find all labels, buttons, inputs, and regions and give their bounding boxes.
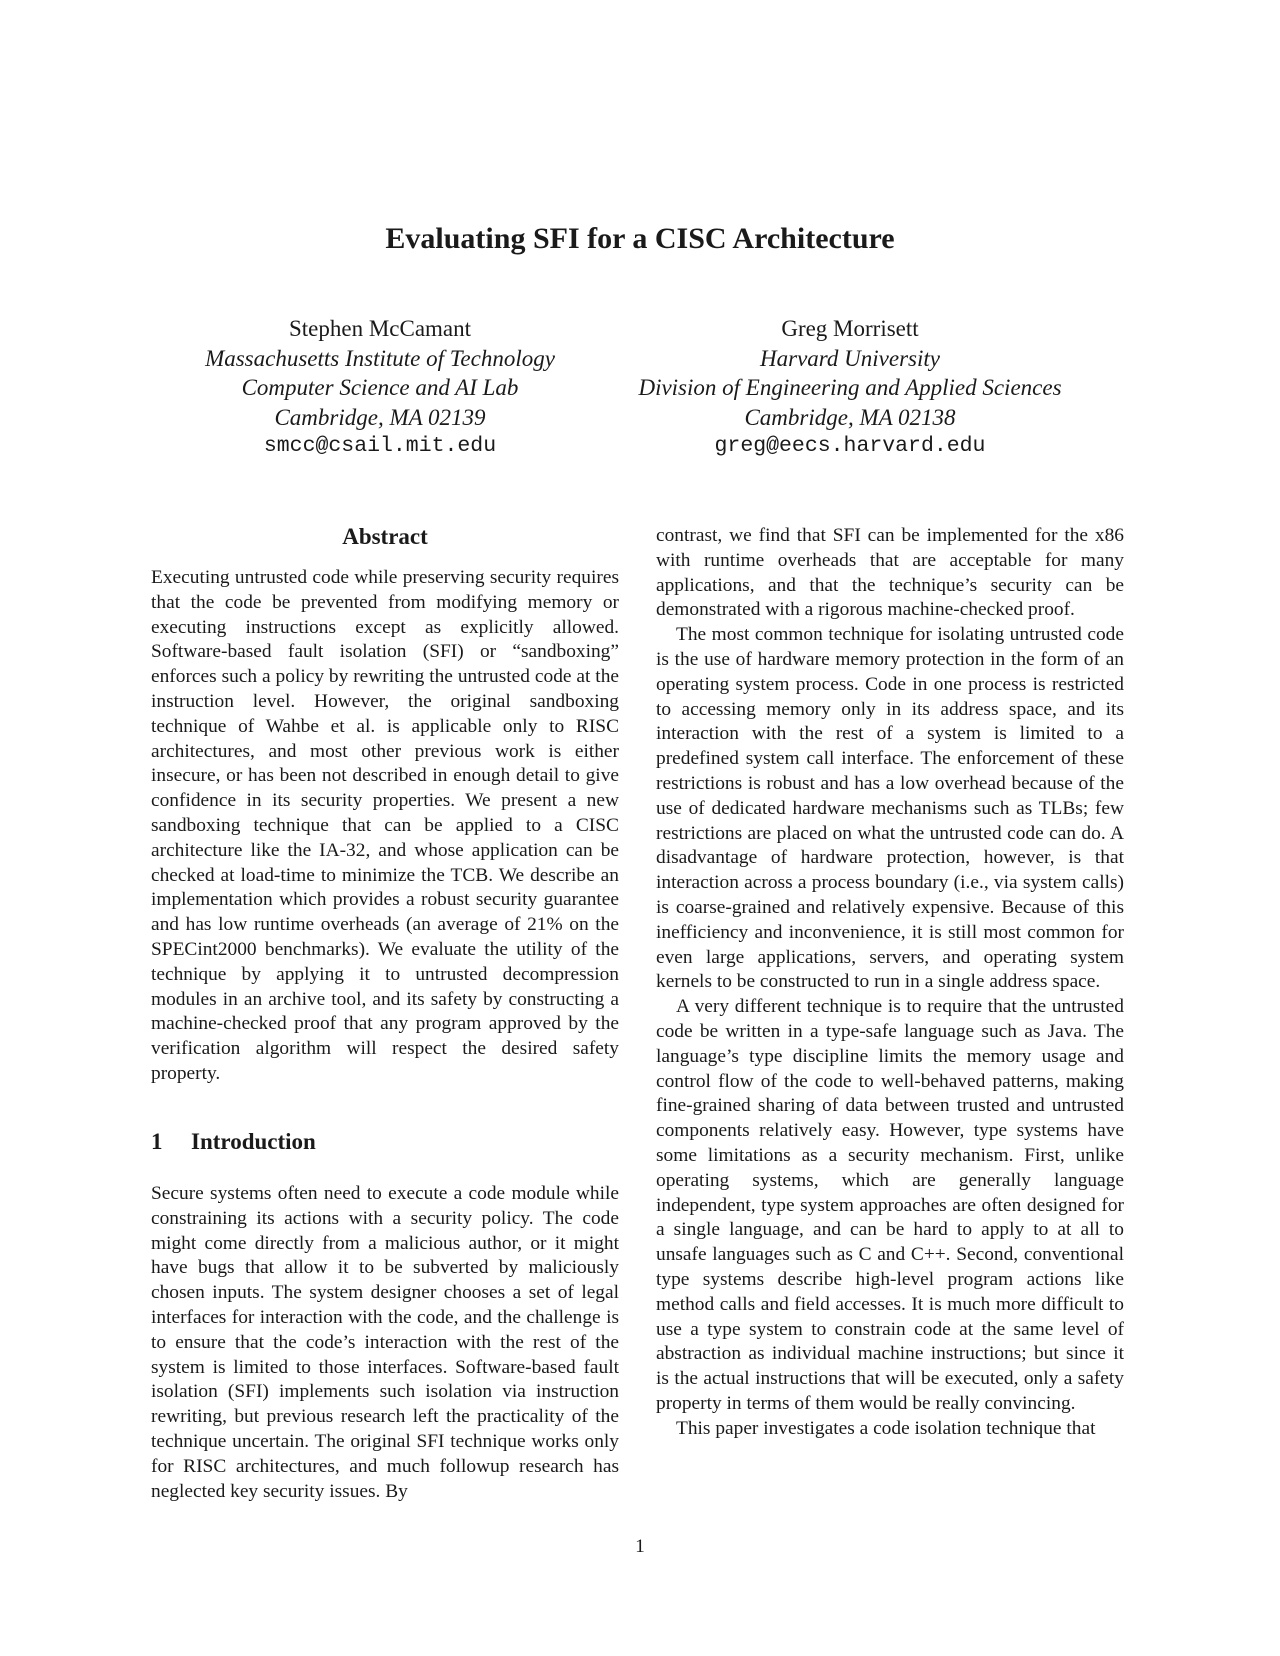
page-number: 1 [635, 1536, 645, 1557]
body-paragraph: contrast, we find that SFI can be implemented for the x86 with runtime overheads that are acceptable for many applications, and that the technique’s security can be demonstrated with a rigorous machine-checked proof. [656, 525, 1124, 621]
author-name: Greg Morrisett [781, 316, 919, 341]
right-column [656, 524, 1124, 1441]
section-title: Introduction [191, 1129, 316, 1154]
author-name: Stephen McCamant [288, 316, 472, 341]
author-affiliation: Massachusetts Institute of Technology [205, 345, 555, 371]
author-department: Computer Science and AI Lab [241, 375, 519, 400]
body-paragraph: The most common technique for isolating untrusted code is the use of hardware memory protection in the form of an operating system process. Code in one process is restricted to accessing memory only in its address space, and its interaction with the rest of a system is limited to a predefined system call interface. The enforcement of these restrictions is robust and has a low overhead because of the use of dedicated hardware mechanisms such as TLBs; few restrictions are placed on what the untrusted code can do. A disadvantage of hardware protection, however, is that interaction across a process boundary (i.e., via system calls) is coarse-grained and relatively expensive. Because of this inefficiency and inconvenience, it is still most common for even large applications, servers, and operating system kernels to be constructed to run in a single address space. [656, 624, 1124, 993]
author-affiliation: Harvard University [760, 345, 940, 371]
body-paragraph: Secure systems often need to execute a code module while constraining its actions with a security policy. The code might come directly from a malicious author, or it might have bugs that allow it to be subverted by maliciously chosen inputs. The system designer chooses a set of legal interfaces for interaction with the code, and the challenge is to ensure that the code’s interaction with the rest of the system is limited to those interfaces. Software-based fault isolation (SFI) implements such isolation via instruction rewriting, but previous research left the practicality of the technique uncertain. The original SFI technique works only for RISC architectures, and much followup research has neglected key security issues. By [151, 1183, 619, 1502]
section-heading-introduction [151, 1129, 316, 1155]
author-block-1 [170, 314, 590, 462]
abstract-heading: Abstract [342, 524, 428, 549]
author-block-2 [615, 314, 1085, 462]
body-paragraph: A very different technique is to require that the untrusted code be written in a type-safe language such as Java. The language’s type discipline limits the memory usage and control flow of the code to well-behaved patterns, making fine-grained sharing of data between trusted and untrusted components relatively easy. However, type systems have some limitations as a security mechanism. First, unlike operating systems, which are generally language independent, type system approaches are often designed for a single language, and can be hard to apply to at all to unsafe languages such as C and C++. Second, conventional type systems describe high-level program actions like method calls and field accesses. It is much more difficult to use a type system to constrain code at the same level of abstraction as individual machine instructions; but since it is the actual instructions that will be executed, only a safety property in terms of them would be really convincing. [656, 996, 1124, 1414]
section-number: 1 [151, 1129, 163, 1154]
body-paragraph: This paper investigates a code isolation technique that [676, 1417, 1096, 1439]
author-department: Division of Engineering and Applied Sciences [638, 375, 1062, 400]
abstract-paragraph: Executing untrusted code while preserving security requires that the code be prevented from modifying memory or executing instructions except as explicitly allowed. Software-based fault isolation (SFI) or “sandboxing” enforces such a policy by rewriting the untrusted code at the instruction level. However, the original sandboxing technique of Wahbe et al. is applicable only to RISC architectures, and most other previous work is either insecure, or has been not described in enough detail to give confidence in its security properties. We present a new sandboxing technique that can be applied to a CISC architecture like the IA-32, and whose application can be checked at load-time to minimize the TCB. We describe an implementation which provides a robust security guarantee and has low runtime overheads (an average of 21% on the SPECint2000 benchmarks). We evaluate the utility of the technique by applying it to untrusted decompression modules in an archive tool, and its safety by constructing a machine-checked proof that any program approved by the verification algorithm will respect the desired safety property. [151, 567, 619, 1084]
author-address: Cambridge, MA 02138 [744, 404, 956, 430]
author-email: greg@eecs.harvard.edu [714, 434, 986, 458]
abstract-body [151, 566, 619, 1087]
introduction-body-left [151, 1182, 619, 1504]
author-address: Cambridge, MA 02139 [274, 404, 486, 430]
paper-title: Evaluating SFI for a CISC Architecture [385, 222, 895, 255]
author-email: smcc@csail.mit.edu [263, 434, 497, 458]
